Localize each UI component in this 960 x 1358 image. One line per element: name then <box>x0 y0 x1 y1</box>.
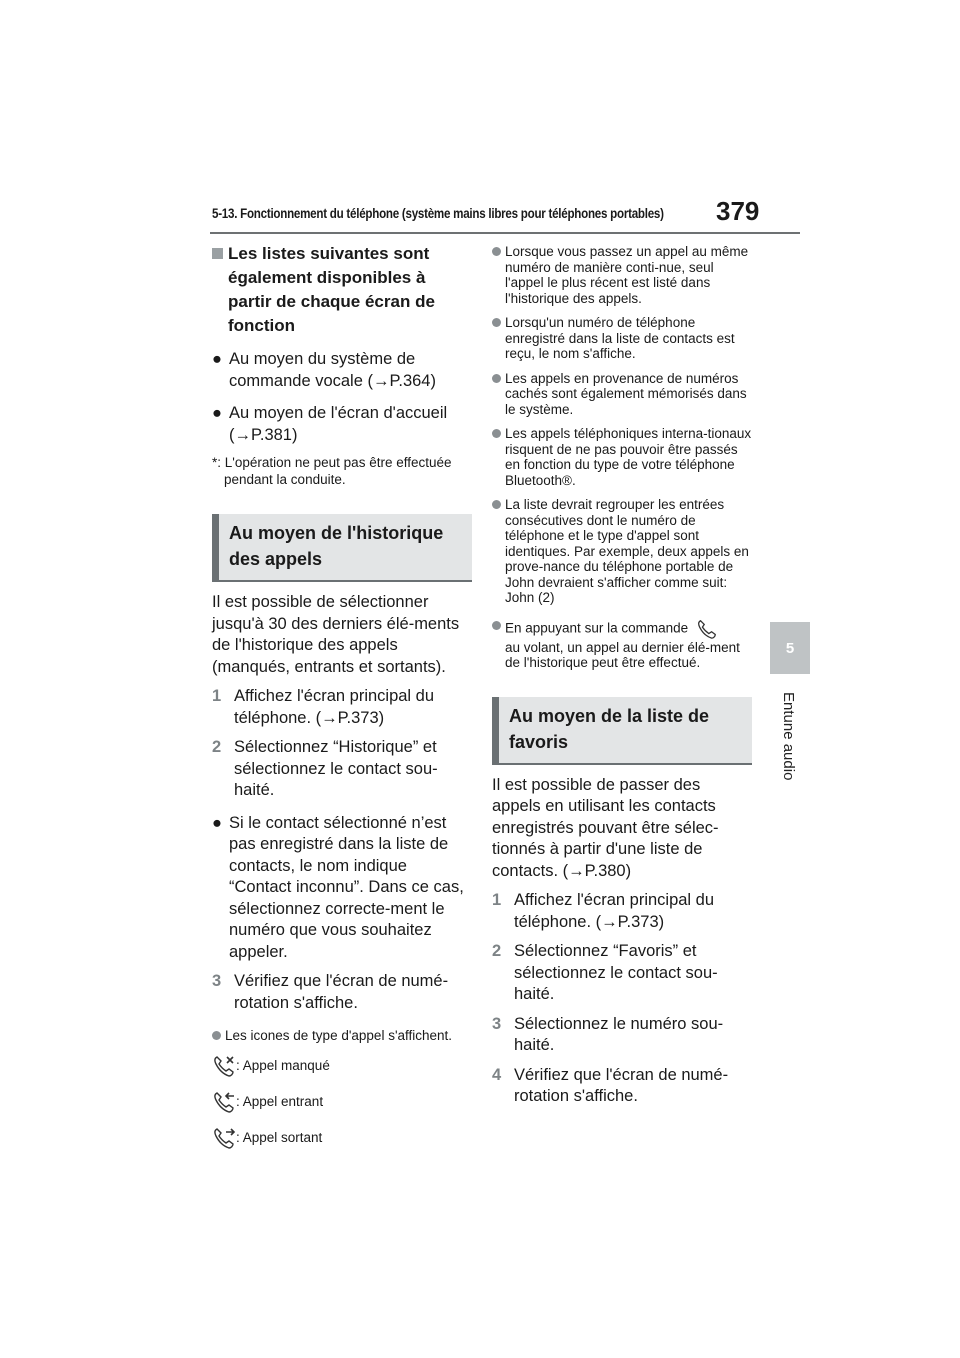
call-type-label: : Appel manqué <box>236 1058 330 1073</box>
note-item <box>212 1028 472 1044</box>
note-dot-icon <box>492 247 501 256</box>
note-item <box>492 244 752 306</box>
step-number: 2 <box>492 942 502 960</box>
step-text: Sélectionnez “Favoris” et sélectionnez le contact sou-haité. <box>514 942 718 1003</box>
note-text: au volant, un appel au dernier élé-ment de l'historique peut être effectué. <box>505 639 740 670</box>
incoming-call-icon <box>212 1090 236 1114</box>
bullet-dot-icon: ● <box>212 350 222 368</box>
phone-switch-icon <box>696 618 718 640</box>
section-heading-history <box>212 514 472 582</box>
note-text: Lorsqu'un numéro de téléphone enregistré dans la liste de contacts est reçu, le nom s'affiche. <box>505 315 735 361</box>
step-item <box>492 1065 752 1108</box>
footnote: *: L'opération ne peut pas être effectuée pendant la conduite. <box>212 455 452 487</box>
note-dot-icon <box>212 1031 221 1040</box>
note-text: Lorsque vous passez un appel au même numéro de manière conti-nue, seul l'appel le plus récent est listé dans l'historique des appels. <box>505 244 749 306</box>
step-item <box>212 737 472 802</box>
note-dot-icon <box>492 429 501 438</box>
right-column <box>492 244 752 1108</box>
note-dot-icon <box>492 621 501 630</box>
bullet-dot-icon: ● <box>212 813 222 832</box>
step-text: Vérifiez que l'écran de numé-rotation s'affiche. <box>514 1065 729 1105</box>
note-item <box>492 371 752 418</box>
section-heading-text: Au moyen de l'historique des appels <box>229 523 444 569</box>
step-text: Sélectionnez le numéro sou-haité. <box>514 1014 724 1054</box>
note-item <box>492 497 752 606</box>
running-header-title: 5-13. Fonctionnement du téléphone (système mains libres pour téléphones portables) <box>212 206 664 221</box>
step-number: 1 <box>492 891 502 909</box>
header-rule <box>210 232 800 234</box>
step-item <box>492 890 752 933</box>
step-number: 2 <box>212 738 222 756</box>
note-dot-icon <box>492 374 501 383</box>
bullet-text: Au moyen du système de commande vocale (→P.364) <box>229 350 436 390</box>
note-dot-icon <box>492 500 501 509</box>
bullet-item <box>212 403 472 446</box>
note-item <box>492 426 752 488</box>
step-text: Sélectionnez “Historique” et sélectionnez le contact sou-haité. <box>234 738 438 799</box>
bullet-text: Au moyen de l'écran d'accueil (→P.381) <box>229 404 448 444</box>
step-item <box>212 686 472 729</box>
step-number: 1 <box>212 687 222 705</box>
step-text: Affichez l'écran principal du téléphone. (→P.373) <box>234 687 435 727</box>
step-item <box>492 941 752 1006</box>
step-text: Affichez l'écran principal du téléphone. (→P.373) <box>514 891 715 931</box>
note-item <box>492 618 752 671</box>
call-type-row <box>212 1054 472 1078</box>
section-intro: Il est possible de passer des appels en utilisant les contacts enregistrés pouvant être sélec-tionnés à partir d'une liste de contacts. (→P.380) <box>492 775 719 880</box>
square-bullet-icon <box>212 248 223 259</box>
section-heading-text: Au moyen de la liste de favoris <box>509 705 710 752</box>
bullet-item <box>212 349 472 392</box>
section-heading-favorites <box>492 697 752 765</box>
missed-call-icon <box>212 1054 236 1078</box>
note-item <box>492 315 752 362</box>
note-text: Les appels téléphoniques interna-tionaux risquent de ne pas pouvoir être passés en fonction du type de votre téléphone Bluetooth®. <box>505 426 752 488</box>
step-number: 3 <box>212 972 222 990</box>
section-intro: Il est possible de sélectionner jusqu'à 30 des derniers élé-ments de l'historique des appels (manqués, entrants et sortants). <box>212 593 460 676</box>
bullet-text: Si le contact sélectionné n’est pas enregistré dans la liste de contacts, le nom indique “Contact inconnu”. Dans ce cas, sélectionnez correcte-ment le numéro que vous souhaitez appeler. <box>229 813 464 961</box>
step-number: 4 <box>492 1065 502 1084</box>
page-number: 379 <box>716 196 760 226</box>
left-column <box>212 242 472 1150</box>
call-type-row <box>212 1090 472 1114</box>
note-text: Les appels en provenance de numéros cachés sont également mémorisés dans le système. <box>505 370 747 417</box>
call-type-label: : Appel entrant <box>236 1094 324 1109</box>
list-heading-text: Les listes suivantes sont également disponibles à partir de chaque écran de fonction <box>228 244 435 335</box>
list-heading <box>212 242 472 338</box>
chapter-tab-number: 5 <box>785 639 795 657</box>
bullet-dot-icon: ● <box>212 404 222 422</box>
step-item <box>212 971 472 1014</box>
step-item <box>492 1014 752 1057</box>
call-type-label: : Appel sortant <box>236 1130 323 1145</box>
call-type-row <box>212 1126 472 1150</box>
step-number: 3 <box>492 1014 502 1033</box>
note-text: En appuyant sur la commande <box>505 620 689 636</box>
note-text: Les icones de type d'appel s'affichent. <box>225 1028 453 1043</box>
chapter-tab-label: Entune audio <box>780 692 797 781</box>
outgoing-call-icon <box>212 1126 236 1150</box>
bullet-item <box>212 813 472 964</box>
note-dot-icon <box>492 318 501 327</box>
note-text: La liste devrait regrouper les entrées consécutives dont le numéro de téléphone et le type d'appel sont identiques. Par exemple, deux appels en prove-nance du téléphone portable de John devraient s'afficher comme suit: John (2) <box>505 497 749 605</box>
chapter-tab <box>770 622 810 674</box>
step-text: Vérifiez que l'écran de numé-rotation s'affiche. <box>234 972 449 1012</box>
